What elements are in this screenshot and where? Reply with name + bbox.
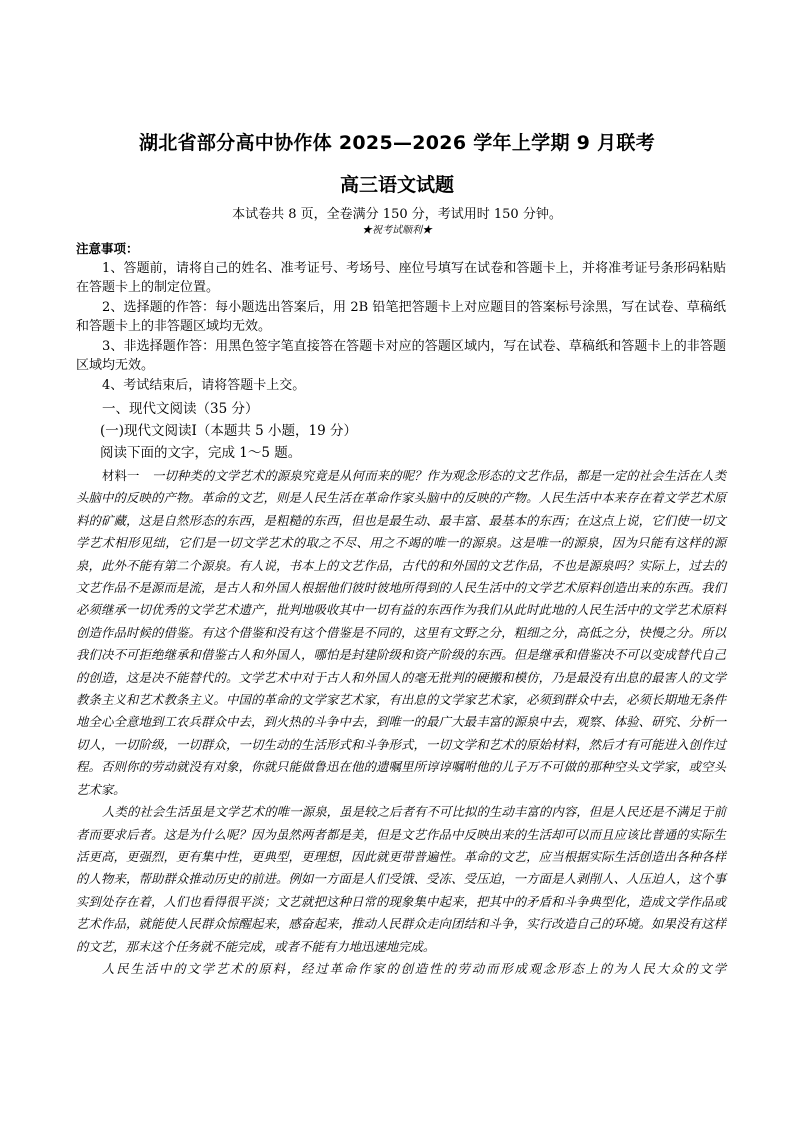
notice-item-4: 4、考试结束后，请将答题卡上交。 bbox=[102, 377, 306, 393]
passage-paragraph-1-text: 一切种类的文学艺术的源泉究竟是从何而来的呢？作为观念形态的文艺作品，都是一定的社会生活在人类头脑中的反映的产物。革命的文艺，则是人民生活在革命作家头脑中的反映的产物。人民生活中本来存在着文学艺术原料的矿藏，这是自然形态的东西，是粗糙的东西，但也是最生动、最丰富、最基本的东西；在这点上说，它们使一切文学艺术相形见绌，它们是一切文学艺术的取之不尽、用之不竭的唯一的源泉。这是唯一的源泉，因为只能有这样的源泉，此外不能有第二个源泉。有人说，书本上的文艺作品，古代的和外国的文艺作品，不也是源泉吗？实际上，过去的文艺作品不是源而是流，是古人和外国人根据他们彼时彼地所得到的人民生活中的文学艺术原料创造出来的东西。我们必须继承一切优秀的文学艺术遗产，批判地吸收其中一切有益的东西作为我们从此时此地的人民生活中的文学艺术原料创造作品时候的借鉴。有这个借鉴和没有这个借鉴是不同的，这里有文野之分，粗细之分，高低之分，快慢之分。所以我们决不可拒绝继承和借鉴古人和外国人，哪怕是封建阶级和资产阶级的东西。但是继承和借鉴决不可以变成替代自己的创造，这是决不能替代的。文学艺术中对于古人和外国人的毫无批判的硬搬和模仿，乃是最没有出息的最害人的文学教条主义和艺术教条主义。中国的革命的文学家艺术家，有出息的文学家艺术家，必须到群众中去，必须长期地无条件地全心全意地到工农兵群众中去，到火热的斗争中去，到唯一的最广大最丰富的源泉中去，观察、体验、研究、分析一切人，一切阶级，一切群众，一切生动的生活形式和斗争形式，一切文学和艺术的原始材料，然后才有可能进入创作过程。否则你的劳动就没有对象，你就只能做鲁迅在他的遗嘱里所谆谆嘱咐他的儿子万不可做的那种空头文学家，或空头艺术家。 bbox=[76, 468, 727, 797]
subpart-heading: (一)现代文阅读Ⅰ（本题共 5 小题，19 分） bbox=[100, 423, 358, 439]
notice-item-1: 1、答题前，请将自己的姓名、准考证号、考场号、座位号填写在试卷和答题卡上，并将准考证号条形码粘贴在答题卡上的制定位置。 bbox=[76, 260, 726, 295]
passage-paragraph-3: 人民生活中的文学艺术的原料，经过革命作家的创造性的劳动而形成观念形态上的为人民大众的文学 bbox=[102, 960, 726, 976]
notice-item-2: 2、选择题的作答：每小题选出答案后，用 2B 铅笔把答题卡上对应题目的答案标号涂黑，写在试卷、草稿纸和答题卡上的非答题区域均无效。 bbox=[76, 299, 726, 334]
exam-title: 湖北省部分高中协作体 2025—2026 学年上学期 9 月联考 bbox=[138, 132, 656, 154]
section-header bbox=[102, 398, 357, 464]
good-luck-line: ★祝考试顺利★ bbox=[362, 225, 432, 236]
passage-paragraph-2: 人类的社会生活虽是文学艺术的唯一源泉，虽是较之后者有不可比拟的生动丰富的内容，但是人民还是不满足于前者而要求后者。这是为什么呢？因为虽然两者都是美，但是文艺作品中反映出来的生活却可以而且应该比普通的实际生活更高，更强烈，更有集中性，更典型，更理想，因此就更带普遍性。革命的文艺，应当根据实际生活创造出各种各样的人物来，帮助群众推动历史的前进。例如一方面是人们受饿、受冻、受压迫，一方面是人剥削人、人压迫人，这个事实到处存在着，人们也看得很平淡；文艺就把这种日常的现象集中起来，把其中的矛盾和斗争典型化，造成文学作品或艺术作品，就能使人民群众惊醒起来，感奋起来，推动人民群众走向团结和斗争，实行改造自己的环境。如果没有这样的文艺，那末这个任务就不能完成，或者不能有力地迅速地完成。 bbox=[76, 804, 726, 954]
subject-title: 高三语文试题 bbox=[339, 174, 454, 196]
notice-block bbox=[76, 239, 726, 395]
exam-info: 本试卷共 8 页，全卷满分 150 分，考试用时 150 分钟。 bbox=[232, 207, 562, 222]
notice-heading: 注意事项： bbox=[76, 241, 139, 256]
part-heading: 一、现代文阅读（35 分） bbox=[102, 401, 259, 417]
passage-paragraph-1 bbox=[76, 465, 726, 801]
notice-item-3: 3、非选择题作答：用黑色签字笔直接答在答题卡对应的答题区域内，写在试卷、草稿纸和答题卡上的非答题区域均无效。 bbox=[76, 338, 726, 373]
reading-passage bbox=[76, 465, 726, 980]
reading-instruction: 阅读下面的文字，完成 1～5 题。 bbox=[100, 445, 302, 461]
material-label: 材料一 bbox=[102, 468, 140, 483]
